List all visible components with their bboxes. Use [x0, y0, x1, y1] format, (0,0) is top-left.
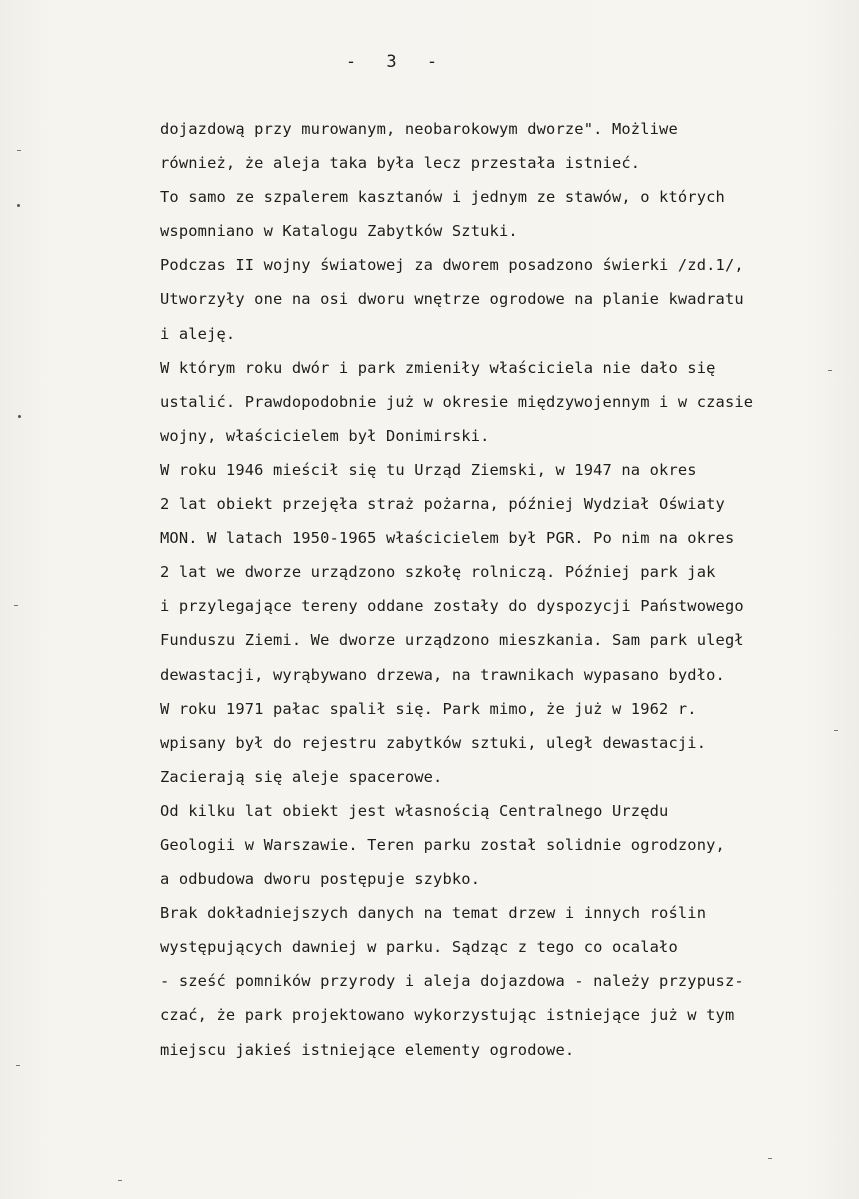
scan-speck [18, 415, 21, 418]
text-line: Zacierają się aleje spacerowe. [160, 767, 443, 786]
text-line: W roku 1946 mieścił się tu Urząd Ziemski, w 1947 na okres [160, 460, 697, 479]
text-line: 2 lat obiekt przejęła straż pożarna, później Wydział Oświaty [160, 495, 725, 514]
page-number: - 3 - [345, 52, 439, 72]
scan-speck [17, 204, 20, 207]
text-line: wspomniano w Katalogu Zabytków Sztuki. [160, 222, 518, 241]
text-line: Od kilku lat obiekt jest własnością Centralnego Urzędu [160, 801, 669, 820]
text-line: wojny, właścicielem był Donimirski. [160, 426, 490, 445]
text-line: dojazdową przy murowanym, neobarokowym dworze". Możliwe [160, 120, 678, 138]
scan-mark [118, 1180, 122, 1181]
scan-mark [768, 1158, 772, 1159]
text-line: miejscu jakieś istniejące elementy ogrodowe. [160, 1040, 575, 1059]
scan-mark [14, 605, 18, 606]
body-text [160, 112, 840, 1067]
text-line: W roku 1971 pałac spalił się. Park mimo, że już w 1962 r. [160, 699, 697, 718]
scan-mark [828, 370, 832, 371]
text-line: a odbudowa dworu postępuje szybko. [160, 870, 481, 889]
text-line: To samo ze szpalerem kasztanów i jednym ze stawów, o których [160, 188, 725, 207]
text-line: dewastacji, wyrąbywano drzewa, na trawnikach wypasano bydło. [160, 665, 725, 684]
text-line: i przylegające tereny oddane zostały do dyspozycji Państwowego [160, 597, 744, 616]
text-line: Funduszu Ziemi. We dworze urządzono mieszkania. Sam park uległ [160, 631, 744, 650]
text-line: występujących dawniej w parku. Sądząc z tego co ocalało [160, 938, 678, 957]
text-line: W którym roku dwór i park zmieniły właściciela nie dało się [160, 358, 716, 377]
text-line: wpisany był do rejestru zabytków sztuki, uległ dewastacji. [160, 733, 707, 752]
scan-mark [16, 1065, 20, 1066]
text-line: czać, że park projektowano wykorzystując istniejące już w tym [160, 1006, 735, 1025]
text-line: i aleję. [160, 324, 236, 343]
text-line: Podczas II wojny światowej za dworem posadzono świerki /zd.1/, [160, 256, 744, 275]
text-line: - sześć pomników przyrody i aleja dojazdowa - należy przypusz- [160, 972, 744, 991]
text-line: 2 lat we dworze urządzono szkołę rolniczą. Później park jak [160, 563, 716, 582]
text-line: Utworzyły one na osi dworu wnętrze ogrodowe na planie kwadratu [160, 290, 744, 309]
text-line: Geologii w Warszawie. Teren parku został solidnie ogrodzony, [160, 835, 725, 854]
text-line: MON. W latach 1950-1965 właścicielem był PGR. Po nim na okres [160, 529, 735, 548]
text-line: również, że aleja taka była lecz przestała istnieć. [160, 154, 641, 173]
text-line: Brak dokładniejszych danych na temat drzew i innych roślin [160, 904, 707, 923]
scan-mark [17, 150, 21, 151]
text-line: ustalić. Prawdopodobnie już w okresie międzywojennym i w czasie [160, 392, 754, 411]
scan-mark [834, 730, 838, 731]
